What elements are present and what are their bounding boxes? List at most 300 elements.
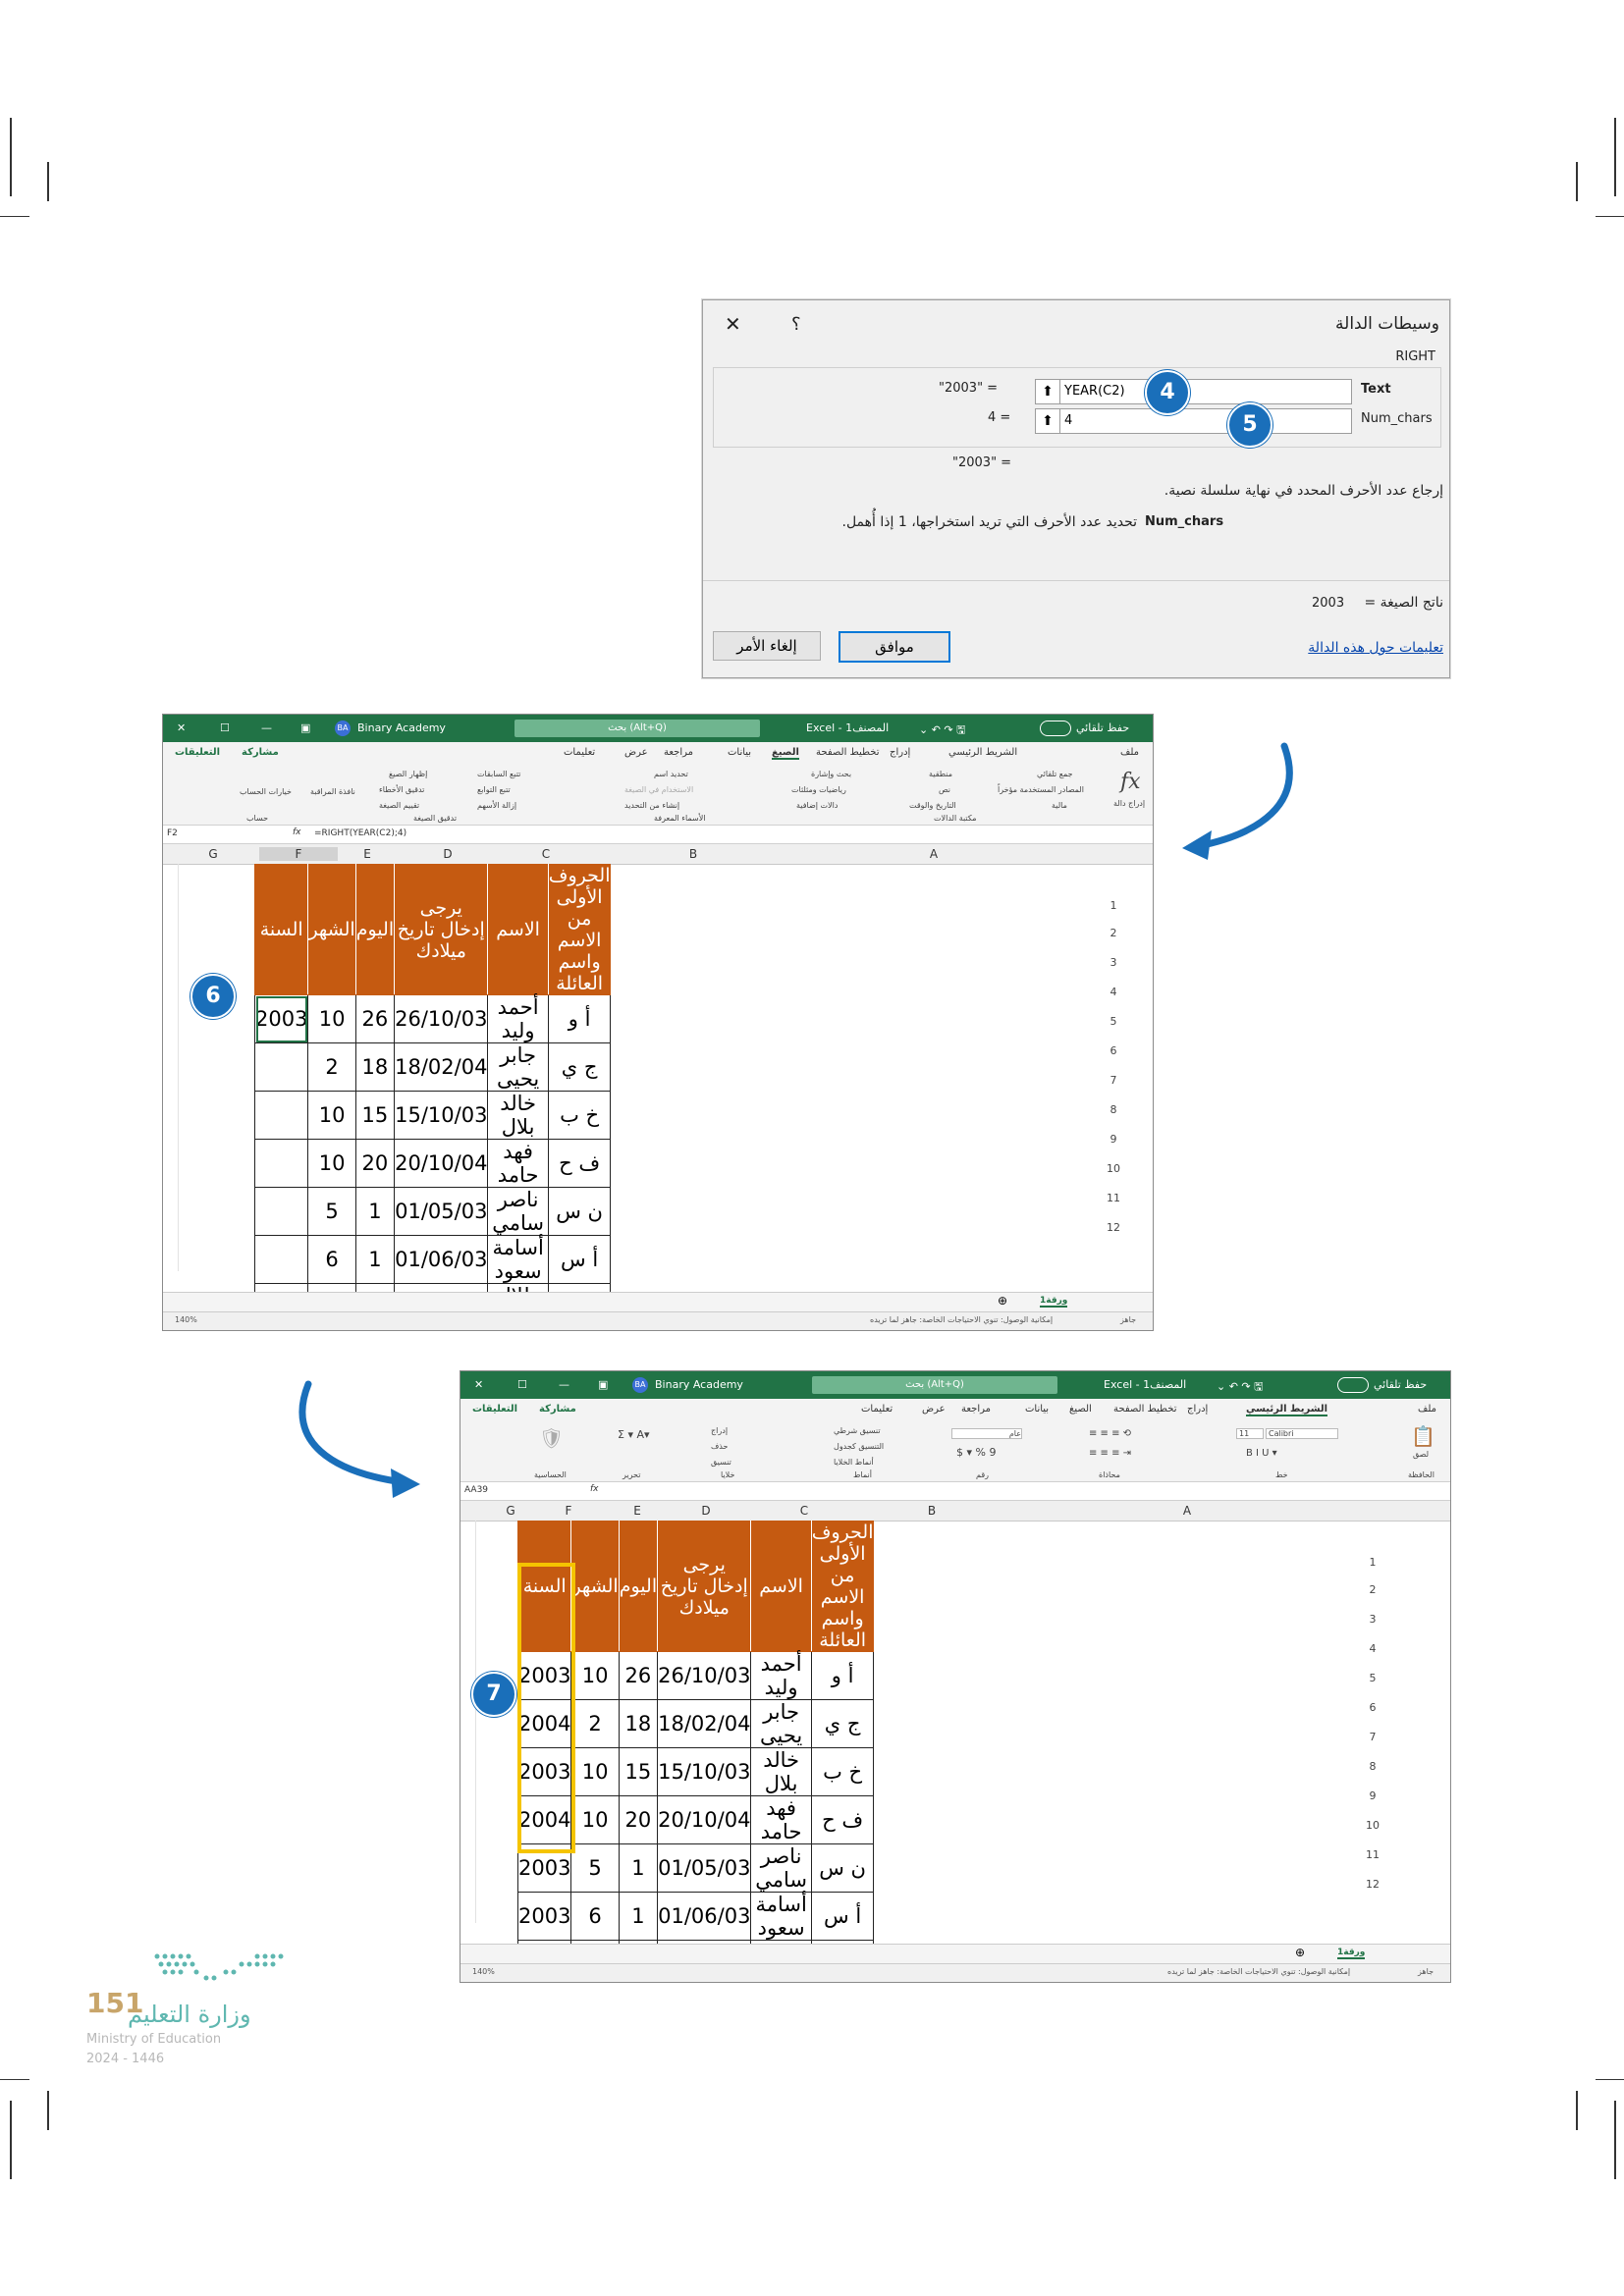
cell-b[interactable]: جابر يحيى: [751, 1700, 811, 1748]
cell-c[interactable]: 18/02/04: [395, 1043, 488, 1092]
row-number[interactable]: 1: [1110, 899, 1117, 912]
tab-review[interactable]: مراجعة: [961, 1404, 992, 1415]
header-cell[interactable]: الاسم: [751, 1522, 811, 1652]
row-number[interactable]: 3: [1110, 956, 1117, 969]
sheet-tabs-bar: [163, 1292, 1153, 1312]
header-cell[interactable]: اليوم: [355, 865, 394, 995]
cell-c[interactable]: 26/10/03: [395, 995, 488, 1043]
ribbon-tabs: [163, 742, 1153, 764]
overall-result: "2003" =: [952, 455, 1012, 470]
table-row: [255, 995, 611, 1043]
insert-cells-button[interactable]: إدراج: [711, 1426, 729, 1435]
cell-b[interactable]: ناصر سامي: [751, 1844, 811, 1893]
column-header[interactable]: E: [363, 847, 371, 861]
cell-b[interactable]: خالد بلال: [488, 1092, 548, 1140]
zoom-level[interactable]: 140%: [472, 1967, 495, 1976]
maximize-icon[interactable]: ☐: [220, 721, 230, 734]
cell-d[interactable]: 18: [619, 1700, 657, 1748]
excel-window: [460, 1370, 1451, 1983]
callout-badge: 4: [1145, 370, 1190, 415]
data-table: [254, 864, 611, 1331]
cell-e[interactable]: 10: [571, 1652, 619, 1700]
row-number[interactable]: 4: [1110, 986, 1117, 998]
cell-f[interactable]: [255, 1043, 308, 1092]
cell-e[interactable]: 6: [308, 1236, 355, 1284]
text-arg-input[interactable]: YEAR(C2): [1059, 379, 1352, 404]
cell-c[interactable]: 15/10/03: [395, 1092, 488, 1140]
cell-d[interactable]: 15: [619, 1748, 657, 1796]
tab-page-layout[interactable]: تخطيط الصفحة: [816, 747, 880, 758]
lookup-button[interactable]: بحث وإشارة: [811, 770, 852, 778]
cell-c[interactable]: 26/10/03: [658, 1652, 751, 1700]
row-number[interactable]: 11: [1107, 1192, 1120, 1204]
function-arguments-dialog: [702, 299, 1450, 678]
column-header[interactable]: B: [688, 847, 698, 861]
header-cell[interactable]: الاسم: [488, 865, 548, 995]
cell-d[interactable]: 26: [355, 995, 394, 1043]
accessibility-status: إمكانية الوصول: تنوي الاحتياجات الخاصة: جاهز لما تريده: [1167, 1967, 1351, 1976]
ribbon-group-label: تدقيق الصيغة: [413, 814, 458, 823]
format-as-table-button[interactable]: التنسيق كجدول: [834, 1442, 885, 1451]
crop-mark: [10, 2101, 12, 2179]
recent-used-button[interactable]: المصادر المستخدمة مؤخراً: [998, 785, 1084, 794]
cell-styles-button[interactable]: أنماط الخلايا: [834, 1458, 874, 1467]
crop-mark: [1596, 2079, 1624, 2080]
ribbon-group-label: الأسماء المعرفة: [654, 814, 706, 823]
alignment-icons[interactable]: ≡ ≡ ≡ ⟲: [1089, 1428, 1132, 1439]
row-number[interactable]: 8: [1369, 1760, 1377, 1773]
cell-d[interactable]: 1: [619, 1844, 657, 1893]
cell-c[interactable]: 01/06/03: [658, 1893, 751, 1941]
cell-d[interactable]: 20: [355, 1140, 394, 1188]
sheet-tab[interactable]: ورقة1: [1040, 1296, 1068, 1306]
crop-mark: [1614, 118, 1616, 196]
more-functions-button[interactable]: دالات إضافية: [796, 801, 839, 810]
close-icon[interactable]: ✕: [474, 1378, 484, 1391]
row-number[interactable]: 5: [1369, 1672, 1377, 1684]
function-name: RIGHT: [1395, 349, 1435, 364]
minimize-icon[interactable]: —: [559, 1378, 569, 1391]
ribbon-display-icon[interactable]: ▣: [598, 1378, 609, 1391]
remove-arrows-button[interactable]: إزالة الأسهم: [477, 801, 517, 810]
cell-a[interactable]: ف ح: [548, 1140, 611, 1188]
ministry-name-ar: وزارة التعليم: [128, 2001, 251, 2028]
row-number[interactable]: 5: [1110, 1015, 1117, 1028]
font-format-icons[interactable]: B I U ▾: [1246, 1448, 1277, 1459]
cell-f[interactable]: 2003: [255, 995, 308, 1043]
tab-help[interactable]: تعليمات: [861, 1404, 893, 1415]
cell-d[interactable]: 15: [355, 1092, 394, 1140]
cell-a[interactable]: ج ي: [811, 1700, 874, 1748]
row-number[interactable]: 1: [1369, 1556, 1377, 1569]
show-formulas-button[interactable]: إظهار الصيغ: [389, 770, 428, 778]
formula-input[interactable]: =RIGHT(YEAR(C2);4): [314, 828, 407, 838]
crop-mark: [1576, 2091, 1578, 2130]
number-format-icons[interactable]: $ ▾ % 9: [956, 1446, 997, 1459]
cell-c[interactable]: 18/02/04: [658, 1700, 751, 1748]
cell-e[interactable]: 10: [308, 1140, 355, 1188]
cell-f[interactable]: [255, 1236, 308, 1284]
clipboard-icon[interactable]: 📋: [1411, 1424, 1435, 1448]
ribbon-group-label: خلايا: [721, 1470, 735, 1479]
crop-mark: [1614, 2101, 1616, 2179]
cell-c[interactable]: 20/10/04: [658, 1796, 751, 1844]
cell-d[interactable]: 1: [619, 1893, 657, 1941]
ok-button[interactable]: موافق: [839, 631, 950, 663]
cell-e[interactable]: 5: [571, 1844, 619, 1893]
cell-e[interactable]: 10: [571, 1796, 619, 1844]
cell-b[interactable]: أحمد وليد: [751, 1652, 811, 1700]
cell-a[interactable]: خ ب: [548, 1092, 611, 1140]
cancel-button[interactable]: إلغاء الأمر: [713, 631, 821, 661]
tab-file[interactable]: ملف: [1418, 1404, 1437, 1415]
dialog-title: وسيطات الدالة: [1335, 314, 1439, 334]
crop-mark: [47, 2091, 49, 2130]
header-cell[interactable]: الشهر: [571, 1522, 619, 1652]
comments-button[interactable]: التعليقات: [472, 1404, 518, 1415]
column-header[interactable]: B: [927, 1504, 937, 1518]
cell-e[interactable]: 6: [571, 1893, 619, 1941]
cell-a[interactable]: ف ح: [811, 1796, 874, 1844]
tab-page-layout[interactable]: تخطيط الصفحة: [1113, 1404, 1177, 1415]
cell-c[interactable]: 20/10/04: [395, 1140, 488, 1188]
account-name: Binary Academy: [357, 721, 446, 734]
column-header[interactable]: F: [259, 847, 338, 861]
watch-window-button[interactable]: نافذة المراقبة: [310, 787, 355, 796]
crop-mark: [0, 216, 29, 217]
arg-ref-button[interactable]: ⬆: [1035, 379, 1060, 404]
error-checking-button[interactable]: تدقيق الأخطاء: [379, 785, 425, 794]
font-name-select[interactable]: Calibri: [1266, 1428, 1338, 1439]
column-header[interactable]: C: [799, 1504, 809, 1518]
formula-result-label: ناتج الصيغة =: [1364, 595, 1443, 611]
cell-f[interactable]: 2004: [518, 1700, 571, 1748]
text-button[interactable]: نص: [939, 785, 951, 794]
cell-a[interactable]: ج ي: [548, 1043, 611, 1092]
cell-b[interactable]: فهد حامد: [488, 1140, 548, 1188]
header-cell[interactable]: الحروف الأولى من الاسم واسم العائلة: [548, 865, 611, 994]
tab-formulas[interactable]: الصيغ: [772, 747, 799, 758]
ribbon-group-label: محاذاة: [1099, 1470, 1120, 1479]
create-from-selection-button[interactable]: إنشاء من التحديد: [624, 801, 680, 810]
cell-c[interactable]: 01/06/03: [395, 1236, 488, 1284]
column-header[interactable]: D: [443, 847, 453, 861]
arg-ref-button[interactable]: ⬆: [1035, 408, 1060, 434]
cell-f[interactable]: [255, 1092, 308, 1140]
row-number[interactable]: 11: [1366, 1848, 1380, 1861]
year-label: 2024 - 1446: [86, 2052, 165, 2066]
cell-f[interactable]: 2003: [518, 1844, 571, 1893]
tab-view[interactable]: عرض: [922, 1404, 946, 1415]
cell-f[interactable]: 2003: [518, 1652, 571, 1700]
excel-window: [162, 714, 1154, 1331]
header-cell[interactable]: الحروف الأولى من الاسم واسم العائلة: [811, 1522, 874, 1651]
ribbon-group-label: حساب: [246, 814, 269, 823]
autosave-toggle[interactable]: [1337, 1377, 1369, 1393]
cell-c[interactable]: 01/05/03: [658, 1844, 751, 1893]
conditional-formatting-button[interactable]: تنسيق شرطي: [834, 1426, 881, 1435]
cell-f[interactable]: 2003: [518, 1893, 571, 1941]
cell-e[interactable]: 10: [308, 1092, 355, 1140]
crop-mark: [1596, 216, 1624, 217]
file-name: Excel - المصنف1: [806, 721, 890, 734]
tab-data[interactable]: بيانات: [728, 747, 752, 758]
font-size-select[interactable]: 11: [1236, 1428, 1264, 1439]
status-bar: [460, 1963, 1450, 1982]
curved-arrow-icon: [1168, 736, 1316, 864]
table-row: [255, 1188, 611, 1236]
calc-options-button[interactable]: خيارات الحساب: [240, 787, 292, 796]
row-number[interactable]: 12: [1107, 1221, 1120, 1234]
formula-bar: [460, 1482, 1450, 1501]
number-format-select[interactable]: عام: [951, 1428, 1022, 1439]
dialog-divider: [703, 580, 1449, 581]
column-header[interactable]: E: [633, 1504, 641, 1518]
tab-formulas[interactable]: الصيغ: [1069, 1404, 1092, 1415]
header-row: [255, 865, 611, 995]
header-cell[interactable]: يرجى إدخال تاريخ ميلادك: [395, 865, 488, 995]
cell-e[interactable]: 10: [571, 1748, 619, 1796]
help-icon[interactable]: ؟: [791, 314, 801, 335]
format-cells-button[interactable]: تنسيق: [711, 1458, 731, 1467]
row-number[interactable]: 6: [1110, 1044, 1117, 1057]
tab-home[interactable]: الشريط الرئيسي: [1246, 1404, 1328, 1415]
year-column-highlight: [517, 1563, 575, 1853]
gridline: [475, 1521, 476, 1923]
tab-view[interactable]: عرض: [624, 747, 648, 758]
row-number[interactable]: 8: [1110, 1103, 1117, 1116]
cell-d[interactable]: 1: [355, 1188, 394, 1236]
quick-access-icons[interactable]: ⌄ ↶ ↷ 🖫: [919, 723, 966, 736]
financial-button[interactable]: مالية: [1052, 801, 1067, 810]
row-number[interactable]: 7: [1369, 1731, 1377, 1743]
callout-badge: 7: [471, 1672, 516, 1717]
column-header[interactable]: A: [1182, 1504, 1192, 1518]
page-number: 151: [86, 1987, 144, 2019]
cell-a[interactable]: خ ب: [811, 1748, 874, 1796]
cell-b[interactable]: جابر يحيى: [488, 1043, 548, 1092]
crop-mark: [0, 2079, 29, 2080]
gridline: [178, 864, 179, 1271]
tab-insert[interactable]: إدراج: [890, 747, 911, 758]
accessibility-status: إمكانية الوصول: تنوي الاحتياجات الخاصة: جاهز لما تريده: [870, 1315, 1054, 1324]
row-number[interactable]: 6: [1369, 1701, 1377, 1714]
cell-e[interactable]: 5: [308, 1188, 355, 1236]
math-button[interactable]: رياضيات ومثلثات: [791, 785, 846, 794]
cell-c[interactable]: 15/10/03: [658, 1748, 751, 1796]
paste-button[interactable]: لصق: [1413, 1450, 1430, 1459]
add-sheet-icon[interactable]: ⊕: [1295, 1946, 1306, 1959]
arg-result: "2003" =: [939, 381, 999, 396]
row-number[interactable]: 2: [1110, 927, 1117, 939]
cell-b[interactable]: أحمد وليد: [488, 995, 548, 1043]
table-row: [255, 1236, 611, 1284]
row-number[interactable]: 9: [1369, 1789, 1377, 1802]
callout-badge: 6: [190, 974, 236, 1019]
column-header[interactable]: C: [541, 847, 551, 861]
share-button[interactable]: مشاركة: [242, 747, 279, 758]
trace-dependents-button[interactable]: تتبع التوابع: [477, 785, 511, 794]
row-number[interactable]: 2: [1369, 1583, 1377, 1596]
arg-label: Num_chars: [1361, 411, 1433, 426]
insert-function-icon[interactable]: fx: [1120, 770, 1141, 794]
file-name: Excel - المصنف1: [1104, 1378, 1187, 1391]
cell-a[interactable]: ن س: [811, 1844, 874, 1893]
account-name: Binary Academy: [655, 1378, 743, 1391]
avatar[interactable]: BA: [335, 721, 351, 736]
header-cell[interactable]: يرجى إدخال تاريخ ميلادك: [658, 1522, 751, 1652]
row-number[interactable]: 3: [1369, 1613, 1377, 1626]
title-bar: [460, 1371, 1450, 1399]
autosum-button[interactable]: جمع تلقائي: [1037, 770, 1073, 778]
cell-f[interactable]: 2003: [518, 1748, 571, 1796]
crop-mark: [47, 162, 49, 201]
cell-a[interactable]: أ س: [548, 1236, 611, 1284]
column-header[interactable]: D: [701, 1504, 711, 1518]
ribbon: [460, 1420, 1450, 1482]
row-number[interactable]: 4: [1369, 1642, 1377, 1655]
search-input[interactable]: بحث (Alt+Q): [812, 1376, 1057, 1394]
cell-c[interactable]: 01/05/03: [395, 1188, 488, 1236]
evaluate-formula-button[interactable]: تقييم الصيغة: [379, 801, 420, 810]
row-number[interactable]: 10: [1366, 1819, 1380, 1832]
ready-status: جاهز: [1418, 1967, 1435, 1976]
arg-result: 4 =: [988, 410, 1011, 425]
name-box[interactable]: F2: [167, 828, 178, 838]
table-row: [518, 1893, 874, 1941]
autosave-label: حفظ تلقائي: [1374, 1378, 1428, 1391]
help-link[interactable]: تعليمات حول هذه الدالة: [1308, 640, 1443, 656]
column-header[interactable]: A: [929, 847, 939, 861]
ministry-logo-icon: [147, 1949, 295, 1984]
formula-result-value: 2003: [1312, 596, 1345, 611]
tab-file[interactable]: ملف: [1120, 747, 1140, 758]
add-sheet-icon[interactable]: ⊕: [998, 1294, 1008, 1308]
cell-e[interactable]: 10: [308, 995, 355, 1043]
ribbon-display-icon[interactable]: ▣: [300, 721, 311, 734]
alignment-icons[interactable]: ≡ ≡ ≡ ⇥: [1089, 1448, 1132, 1459]
insert-function-label: إدراج دالة: [1113, 799, 1146, 808]
crop-mark: [10, 118, 12, 196]
fx-icon[interactable]: fx: [590, 1484, 599, 1494]
row-number[interactable]: 7: [1110, 1074, 1117, 1087]
header-cell[interactable]: اليوم: [619, 1522, 657, 1652]
table-row: [255, 1092, 611, 1140]
ribbon-group-label: الحساسية: [534, 1470, 567, 1479]
cell-b[interactable]: خالد بلال: [751, 1748, 811, 1796]
editing-icons[interactable]: Σ ▾ A▾: [618, 1428, 650, 1441]
cell-a[interactable]: ن س: [548, 1188, 611, 1236]
sheet-tab[interactable]: ورقة1: [1337, 1948, 1366, 1957]
use-in-formula-button[interactable]: الاستخدام في الصيغة: [624, 785, 694, 794]
close-icon[interactable]: ✕: [177, 721, 187, 734]
cell-d[interactable]: 20: [619, 1796, 657, 1844]
curved-arrow-icon: [285, 1374, 432, 1502]
arg-label: Text: [1361, 382, 1391, 397]
row-number[interactable]: 12: [1366, 1878, 1380, 1891]
zoom-level[interactable]: 140%: [175, 1315, 197, 1324]
cell-f[interactable]: [255, 1140, 308, 1188]
column-header[interactable]: G: [208, 847, 218, 861]
column-header[interactable]: G: [506, 1504, 515, 1518]
row-number[interactable]: 9: [1110, 1133, 1117, 1146]
sensitivity-icon[interactable]: 🛡: [539, 1426, 565, 1450]
cell-d[interactable]: 1: [355, 1236, 394, 1284]
header-cell[interactable]: السنة: [518, 1522, 571, 1652]
ribbon-tabs: [460, 1399, 1450, 1420]
cell-a[interactable]: أ و: [811, 1652, 874, 1700]
autosave-label: حفظ تلقائي: [1076, 721, 1130, 734]
cell-b[interactable]: ناصر سامي: [488, 1188, 548, 1236]
close-icon[interactable]: ✕: [725, 312, 741, 336]
cell-a[interactable]: أ و: [548, 995, 611, 1043]
sheet-tabs-bar: [460, 1944, 1450, 1964]
define-name-button[interactable]: تحديد اسم: [654, 770, 688, 778]
cell-f[interactable]: [255, 1188, 308, 1236]
column-headers: [163, 844, 1153, 865]
date-time-button[interactable]: التاريخ والوقت: [909, 801, 956, 810]
tab-help[interactable]: تعليمات: [564, 747, 596, 758]
column-header[interactable]: F: [565, 1504, 572, 1518]
fx-icon[interactable]: fx: [293, 828, 301, 837]
row-number[interactable]: 10: [1107, 1162, 1120, 1175]
ribbon-group-label: مكتبة الدالات: [934, 814, 977, 823]
share-button[interactable]: مشاركة: [539, 1404, 576, 1415]
cell-b[interactable]: أسامة سعود: [488, 1236, 548, 1284]
cell-d[interactable]: 18: [355, 1043, 394, 1092]
name-box[interactable]: AA39: [464, 1485, 489, 1495]
cell-d[interactable]: 26: [619, 1652, 657, 1700]
avatar[interactable]: BA: [632, 1377, 648, 1393]
maximize-icon[interactable]: ☐: [517, 1378, 527, 1391]
crop-mark: [1576, 162, 1578, 201]
cell-e[interactable]: 2: [571, 1700, 619, 1748]
ribbon-group-label: الحافظة: [1408, 1470, 1435, 1479]
search-input[interactable]: بحث (Alt+Q): [514, 720, 760, 737]
logical-button[interactable]: منطقية: [929, 770, 953, 778]
tab-home[interactable]: الشريط الرئيسي: [948, 747, 1018, 758]
trace-precedents-button[interactable]: تتبع السابقات: [477, 770, 521, 778]
arg-help-text: تحديد عدد الأحرف التي تريد استخراجها، 1 إذا أُهمل.: [841, 514, 1137, 530]
ribbon-group-label: أنماط: [853, 1470, 872, 1479]
delete-cells-button[interactable]: حذف: [711, 1442, 729, 1451]
cell-e[interactable]: 2: [308, 1043, 355, 1092]
autosave-toggle[interactable]: [1040, 721, 1071, 736]
formula-bar: [163, 826, 1153, 844]
tab-insert[interactable]: إدراج: [1187, 1404, 1209, 1415]
minimize-icon[interactable]: —: [261, 721, 272, 734]
header-cell[interactable]: الشهر: [308, 865, 355, 995]
cell-a[interactable]: أ س: [811, 1893, 874, 1941]
tab-data[interactable]: بيانات: [1025, 1404, 1050, 1415]
cell-f[interactable]: 2004: [518, 1796, 571, 1844]
table-row: [255, 1043, 611, 1092]
num-chars-arg-input[interactable]: 4: [1059, 408, 1352, 434]
tab-review[interactable]: مراجعة: [664, 747, 694, 758]
cell-b[interactable]: أسامة سعود: [751, 1893, 811, 1941]
arg-help-name: Num_chars: [1145, 514, 1224, 529]
ready-status: جاهز: [1120, 1315, 1137, 1324]
comments-button[interactable]: التعليقات: [175, 747, 221, 758]
cell-b[interactable]: فهد حامد: [751, 1796, 811, 1844]
status-bar: [163, 1311, 1153, 1330]
column-headers: [460, 1501, 1450, 1522]
ribbon: [163, 764, 1153, 826]
quick-access-icons[interactable]: ⌄ ↶ ↷ 🖫: [1217, 1380, 1264, 1393]
header-cell[interactable]: السنة: [255, 865, 308, 995]
ribbon-group-label: خط: [1275, 1470, 1288, 1479]
ministry-name-en: Ministry of Education: [86, 2032, 222, 2047]
